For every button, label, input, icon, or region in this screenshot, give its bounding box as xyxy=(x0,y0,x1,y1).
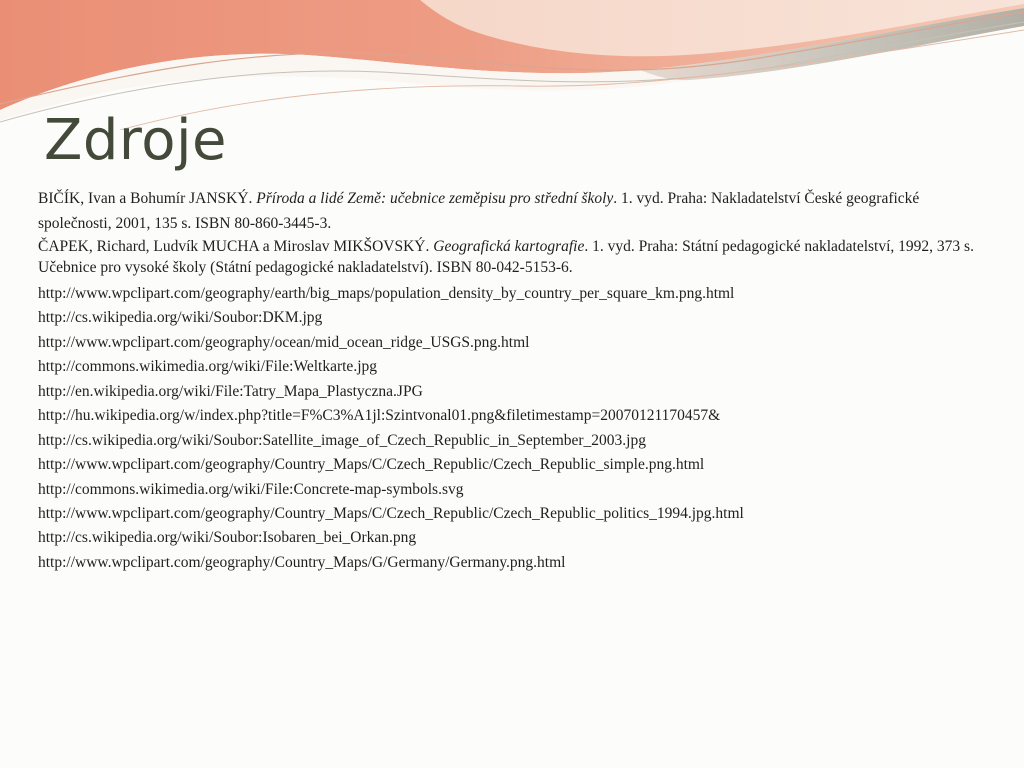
reference-url: http://cs.wikipedia.org/wiki/Soubor:Isobaren_bei_Orkan.png xyxy=(38,529,417,547)
book-2-authors: ČAPEK, Richard, Ludvík MUCHA a Miroslav MIKŠOVSKÝ. xyxy=(38,238,430,255)
reference-url: http://www.wpclipart.com/geography/Country_Maps/C/Czech_Republic/Czech_Republic_politics_1994.jpg.html xyxy=(38,504,744,522)
references-list xyxy=(38,186,993,577)
book-1-details: . 1. vyd. Praha: Nakladatelství České geografické společnosti, 2001, 135 s. ISBN 80-860-3445-3. xyxy=(38,190,920,232)
reference-url: http://commons.wikimedia.org/wiki/File:Weltkarte.jpg xyxy=(38,358,377,376)
reference-url: http://commons.wikimedia.org/wiki/File:Concrete-map-symbols.svg xyxy=(38,480,464,498)
book-2-details: . 1. vyd. Praha: Státní pedagogické nakladatelství, 1992, 373 s. Učebnice pro vysoké školy (Státní pedagogické nakladatelství). ISBN 80-042-5153-6. xyxy=(38,238,974,276)
reference-url: http://www.wpclipart.com/geography/ocean/mid_ocean_ridge_USGS.png.html xyxy=(38,333,530,351)
reference-url: http://cs.wikipedia.org/wiki/Soubor:DKM.jpg xyxy=(38,309,323,327)
book-1-authors: BIČÍK, Ivan a Bohumír JANSKÝ. xyxy=(38,190,253,207)
reference-url: http://www.wpclipart.com/geography/earth/big_maps/population_density_by_country_per_square_km.png.html xyxy=(38,285,735,302)
reference-url: http://en.wikipedia.org/wiki/File:Tatry_Mapa_Plastyczna.JPG xyxy=(38,382,423,400)
book-2-title: Geografická kartografie xyxy=(433,238,585,255)
reference-book-1 xyxy=(38,186,993,236)
reference-url: http://hu.wikipedia.org/w/index.php?title=F%C3%A1jl:Szintvonal01.png&filetimestamp=20070121170457& xyxy=(38,407,721,425)
reference-url: http://cs.wikipedia.org/wiki/Soubor:Satellite_image_of_Czech_Republic_in_September_2003.jpg xyxy=(38,431,646,449)
reference-url: http://www.wpclipart.com/geography/Country_Maps/G/Germany/Germany.png.html xyxy=(38,553,566,571)
slide-title: Zdroje xyxy=(44,108,227,173)
book-1-title: Příroda a lidé Země: učebnice zeměpisu pro střední školy xyxy=(256,190,614,207)
reference-book-2 xyxy=(38,237,993,278)
reference-url: http://www.wpclipart.com/geography/Country_Maps/C/Czech_Republic/Czech_Republic_simple.png.html xyxy=(38,456,705,474)
